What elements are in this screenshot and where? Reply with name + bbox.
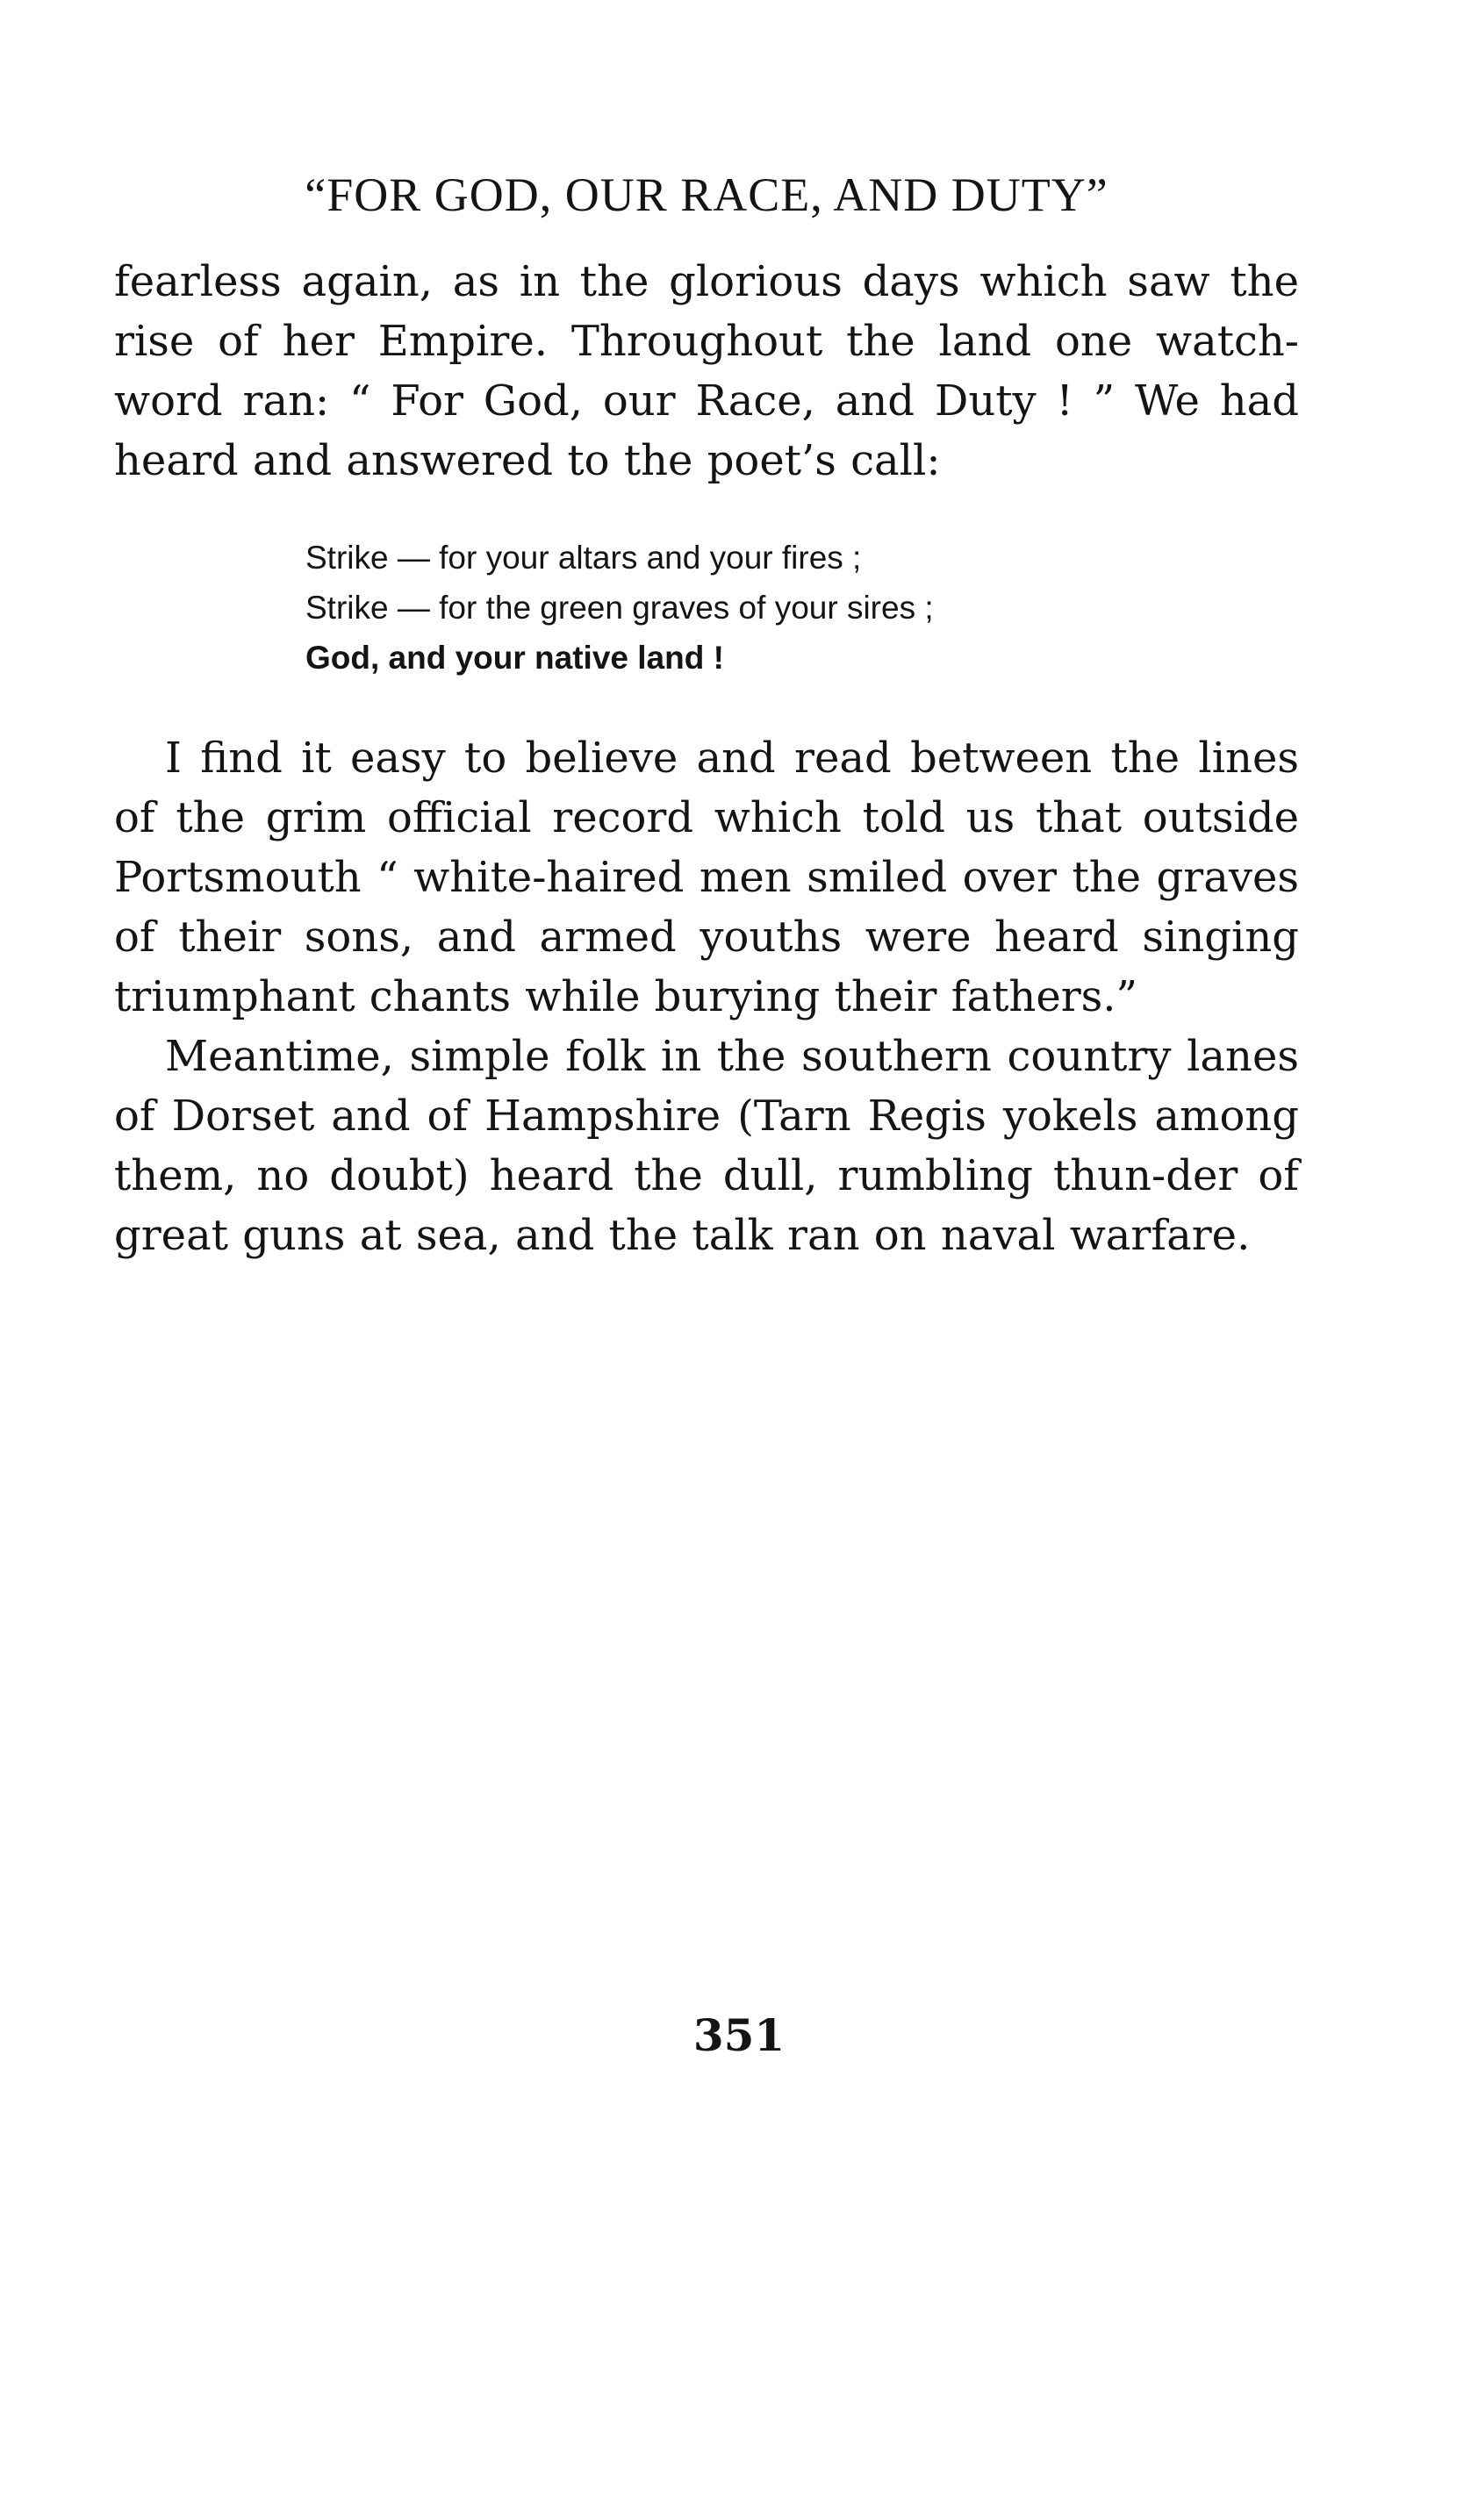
verse-quotation [305, 533, 1299, 683]
paragraph-meantime: Meantime, simple folk in the southern country lanes of Dorset and of Hampshire (Tarn Regis yokels among them, no doubt) heard the dull, rumbling thun-der of great guns at sea, and the talk ran on naval warfare. [114, 1031, 1299, 1260]
paragraph-portsmouth: I find it easy to believe and read between the lines of the grim official record which told us that outside Portsmouth “ white-haired men smiled over the graves of their sons, and armed youths were heard singing triumphant chants while burying their fathers.” [114, 733, 1299, 1021]
book-page [114, 167, 1299, 1265]
verse-line: Strike — for your altars and your fires ; [305, 539, 862, 576]
running-head: “FOR GOD, OUR RACE, AND DUTY” [305, 168, 1108, 221]
verse-line: God, and your native land ! [305, 639, 724, 676]
page-number: 351 [692, 2009, 786, 2061]
verse-line: Strike — for the green graves of your sires ; [305, 589, 934, 626]
paragraph-opening: fearless again, as in the glorious days which saw the rise of her Empire. Throughout the land one watch-word ran: “ For God, our Race, and Duty ! ” We had heard and answered to the poet’s call: [114, 256, 1299, 485]
